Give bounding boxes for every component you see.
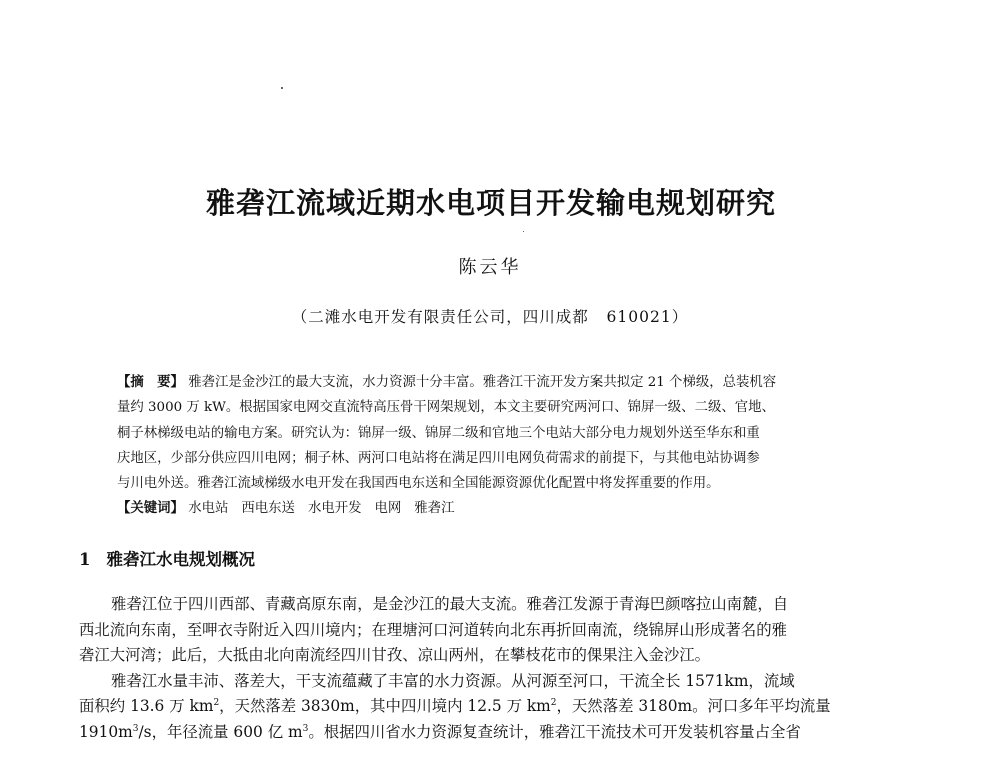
paper-title: 雅砻江流域近期水电项目开发输电规划研究 — [205, 186, 776, 220]
section-heading — [79, 546, 255, 570]
body-fragment: ，天然落差 3180m。河口多年平均流量 — [556, 697, 831, 716]
abstract-text: 雅砻江是金沙江的最大支流，水力资源十分丰富。雅砻江干流开发方案共拟定 21 个梯级，总装机容 — [188, 375, 777, 390]
scan-speck — [281, 87, 283, 89]
body-line — [79, 720, 909, 746]
abstract-line: 量约 3000 万 kW。根据国家电网交直流特高压骨干网架规划，本文主要研究两河口、锦屏一级、二级、官地、 — [117, 400, 775, 416]
section-number: 1 — [79, 550, 91, 569]
abstract-line: 与川电外送。雅砻江流域梯级水电开发在我国西电东送和全国能源资源优化配置中将发挥重要的作用。 — [117, 476, 720, 492]
superscript: 3 — [132, 723, 139, 734]
keywords-line — [117, 496, 885, 521]
scan-speck — [523, 231, 524, 232]
body-fragment: 1910m — [79, 722, 133, 741]
keyword: 西电东送 — [241, 501, 295, 517]
keyword: 雅砻江 — [414, 501, 455, 517]
superscript: 2 — [550, 698, 557, 709]
keyword: 水电开发 — [307, 501, 362, 517]
body-text — [79, 592, 909, 746]
author-affiliation: （二滩水电开发有限责任公司，四川成都 610021） — [291, 308, 689, 326]
body-line — [79, 694, 909, 720]
abstract-line — [117, 370, 885, 395]
author-name: 陈云华 — [458, 257, 522, 278]
body-fragment: 面积约 13.6 万 km — [79, 697, 214, 716]
body-line: 砻江大河湾；此后，大抵由北向南流经四川甘孜、凉山两州，在攀枝花市的倮果注入金沙江。 — [79, 646, 711, 665]
keywords-tag: 【关键词】 — [117, 500, 184, 517]
abstract-line: 桐子林梯级电站的输电方案。研究认为：锦屏一级、锦屏二级和官地三个电站大部分电力规划外送至华东和重 — [117, 425, 760, 441]
body-fragment: 。根据四川省水力资源复查统计，雅砻江干流技术可开发装机容量占全省 — [308, 722, 801, 741]
body-line: 西北流向东南，至呷衣寺附近入四川境内；在理塘河口河道转向北东再折回南流，绕锦屏山形成著名的雅 — [79, 620, 787, 639]
body-line: 雅砻江位于四川西部、青藏高原东南，是金沙江的最大支流。雅砻江发源于青海巴颜喀拉山南麓，自 — [111, 595, 789, 613]
body-fragment: ，天然落差 3830m，其中四川境内 12.5 万 km — [219, 697, 551, 716]
section-title: 雅砻江水电规划概况 — [106, 550, 255, 569]
superscript: 2 — [213, 698, 220, 709]
keyword: 电网 — [374, 501, 402, 517]
superscript: 3 — [302, 723, 309, 734]
abstract-block — [117, 370, 885, 522]
keyword: 水电站 — [188, 501, 229, 517]
abstract-line: 庆地区，少部分供应四川电网；桐子林、两河口电站将在满足四川电网负荷需求的前提下，与其他电站协调参 — [117, 450, 760, 466]
abstract-tag: 【摘 要】 — [117, 374, 184, 390]
body-fragment: /s，年径流量 600 亿 m — [138, 722, 303, 741]
body-line: 雅砻江水量丰沛、落差大，干支流蕴藏了丰富的水力资源。从河源至河口，干流全长 1571km，流域 — [111, 671, 795, 690]
